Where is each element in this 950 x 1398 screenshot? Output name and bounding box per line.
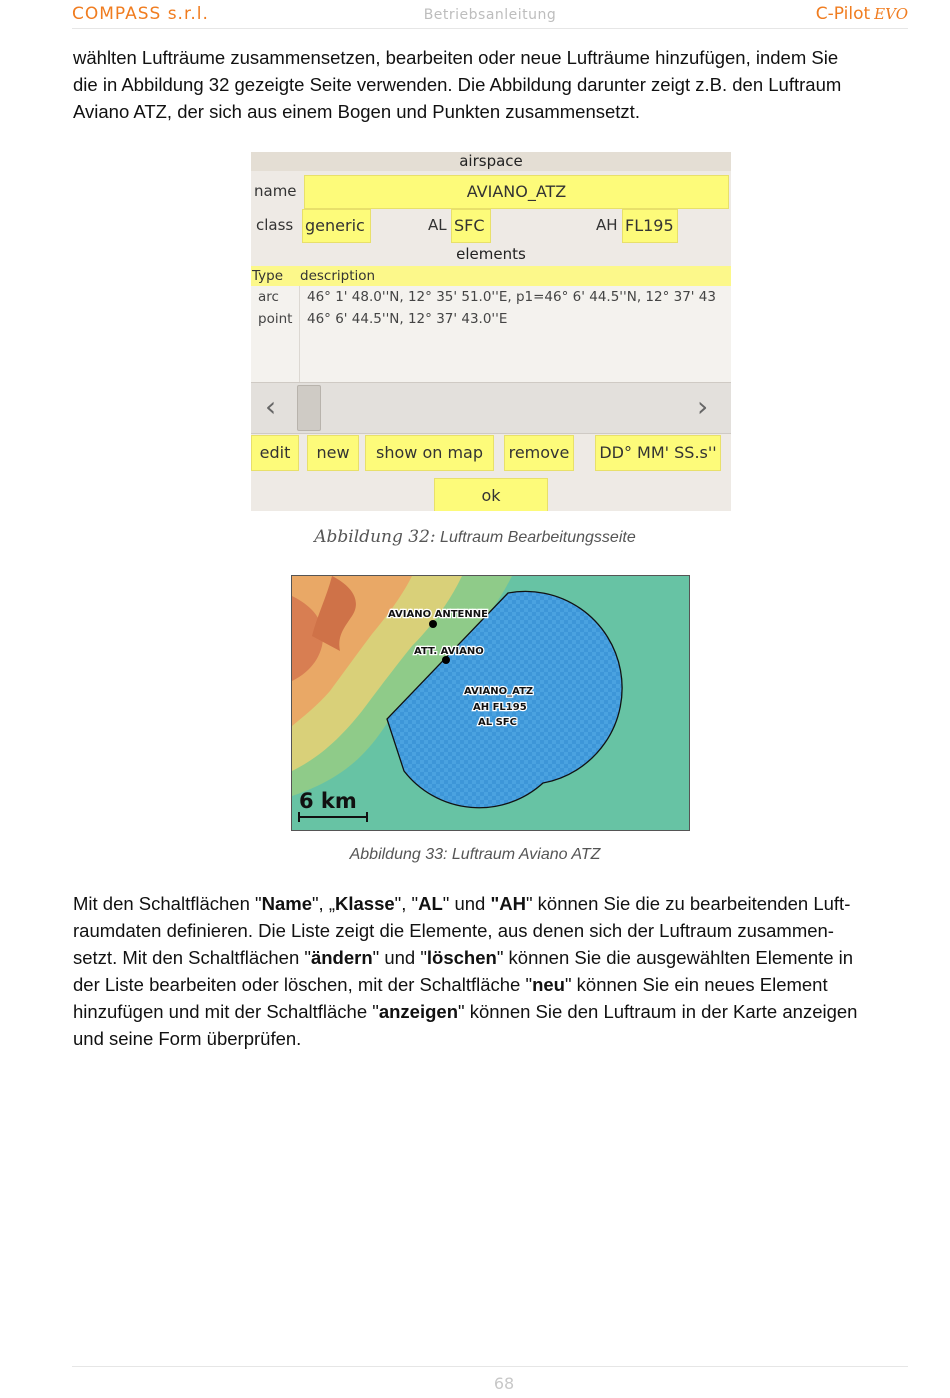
product-name: [816, 4, 908, 24]
intro-line: Aviano ATZ, der sich aus einem Bogen und Punkten zusammensetzt.: [73, 101, 640, 122]
coordinate-format-button[interactable]: DD° MM' SS.s'': [595, 435, 721, 471]
class-field[interactable]: generic: [302, 209, 371, 243]
antenne-label: AVIANO ANTENNE: [388, 609, 488, 620]
chevron-right-icon[interactable]: ›: [697, 390, 709, 423]
text-span: hinzufügen und mit der Schaltfläche ": [73, 1001, 379, 1022]
class-label: class: [256, 216, 294, 234]
bold-term: "AH: [490, 893, 526, 914]
zone-name-label: AVIANO_ATZ: [464, 686, 534, 697]
text-span: " können Sie die ausgewählten Elemente in: [496, 947, 854, 968]
document-title: Betriebsanleitung: [423, 7, 557, 23]
show-on-map-button[interactable]: show on map: [365, 435, 494, 471]
caption-prefix: Abbildung 32:: [314, 527, 436, 547]
text-span: " können Sie den Luftraum in der Karte anzeigen: [458, 1001, 858, 1022]
name-field[interactable]: AVIANO_ATZ: [304, 175, 729, 209]
chevron-left-icon[interactable]: ‹: [265, 390, 277, 423]
intro-line: die in Abbildung 32 gezeigte Seite verwenden. Die Abbildung darunter zeigt z.B. den Luftraum: [73, 74, 842, 95]
scroll-thumb[interactable]: [297, 385, 321, 431]
text-span: " und ": [372, 947, 427, 968]
body-line: [73, 971, 913, 998]
page-number: 68: [493, 1374, 515, 1393]
elements-label: elements: [456, 245, 526, 263]
bold-term: Name: [261, 893, 312, 914]
list-item-description[interactable]: 46° 6' 44.5''N, 12° 37' 43.0''E: [307, 311, 508, 327]
att-marker[interactable]: [442, 656, 450, 664]
body-line: raumdaten definieren. Die Liste zeigt die Elemente, aus denen sich der Luftraum zusammen-: [73, 920, 834, 941]
text-span: Mit den Schaltflächen ": [73, 893, 262, 914]
body-line: [73, 998, 913, 1025]
body-line: [73, 890, 913, 917]
list-item-type[interactable]: point: [258, 311, 293, 327]
list-item-description[interactable]: 46° 1' 48.0''N, 12° 35' 51.0''E, p1=46° 6' 44.5''N, 12° 37' 43: [307, 289, 716, 305]
column-divider: [299, 286, 300, 382]
al-field[interactable]: SFC: [451, 209, 491, 243]
bold-term: anzeigen: [378, 1001, 459, 1022]
text-span: ", ": [394, 893, 419, 914]
edit-button[interactable]: edit: [251, 435, 299, 471]
bold-term: AL: [418, 893, 443, 914]
company-name: COMPASS s.r.l.: [72, 4, 209, 24]
column-description: description: [300, 268, 376, 284]
zone-al-label: AL SFC: [478, 717, 517, 728]
att-label: ATT. AVIANO: [414, 646, 484, 657]
intro-line: wählten Lufträume zusammensetzen, bearbeiten oder neue Lufträume hinzufügen, indem Sie: [73, 47, 839, 68]
ah-field[interactable]: FL195: [622, 209, 678, 243]
list-item-type[interactable]: arc: [258, 289, 279, 305]
antenne-marker[interactable]: [429, 620, 437, 628]
new-button[interactable]: new: [307, 435, 359, 471]
bold-term: neu: [532, 974, 565, 995]
screen-title: airspace: [251, 152, 731, 171]
caption-text: Luftraum Bearbeitungsseite: [435, 529, 636, 546]
text-span: der Liste bearbeiten oder löschen, mit der Schaltfläche ": [73, 974, 533, 995]
scale-label: 6 km: [299, 789, 357, 813]
airspace-map: [291, 575, 690, 831]
text-span: ", „: [311, 893, 335, 914]
map-canvas: [292, 576, 689, 830]
horizontal-scrollbar[interactable]: [251, 382, 731, 434]
text-span: " können Sie ein neues Element: [564, 974, 828, 995]
bold-term: ändern: [310, 947, 373, 968]
body-paragraph: [73, 890, 913, 1052]
text-span: setzt. Mit den Schaltflächen ": [73, 947, 311, 968]
elements-list-header: [251, 266, 731, 286]
column-type: Type: [252, 268, 284, 284]
figure-32-caption: [0, 527, 950, 547]
al-label: AL: [428, 216, 447, 234]
ah-label: AH: [596, 216, 618, 234]
figure-33-caption: Abbildung 33: Luftraum Aviano ATZ: [349, 846, 601, 863]
text-span: " können Sie die zu bearbeitenden Luft-: [525, 893, 851, 914]
body-line: und seine Form überprüfen.: [73, 1028, 302, 1049]
name-label: name: [254, 182, 297, 200]
body-line: [73, 944, 913, 971]
product-main: C-Pilot: [815, 4, 871, 24]
remove-button[interactable]: remove: [504, 435, 574, 471]
airspace-editor-screenshot: [251, 152, 731, 511]
footer-rule: [72, 1366, 908, 1367]
text-span: " und: [442, 893, 491, 914]
intro-paragraph: [73, 44, 913, 125]
product-suffix: EVO: [874, 5, 908, 23]
ok-button[interactable]: ok: [434, 478, 548, 511]
bold-term: löschen: [426, 947, 497, 968]
bold-term: Klasse: [335, 893, 395, 914]
page-header: [72, 2, 908, 29]
zone-ah-label: AH FL195: [473, 702, 527, 713]
